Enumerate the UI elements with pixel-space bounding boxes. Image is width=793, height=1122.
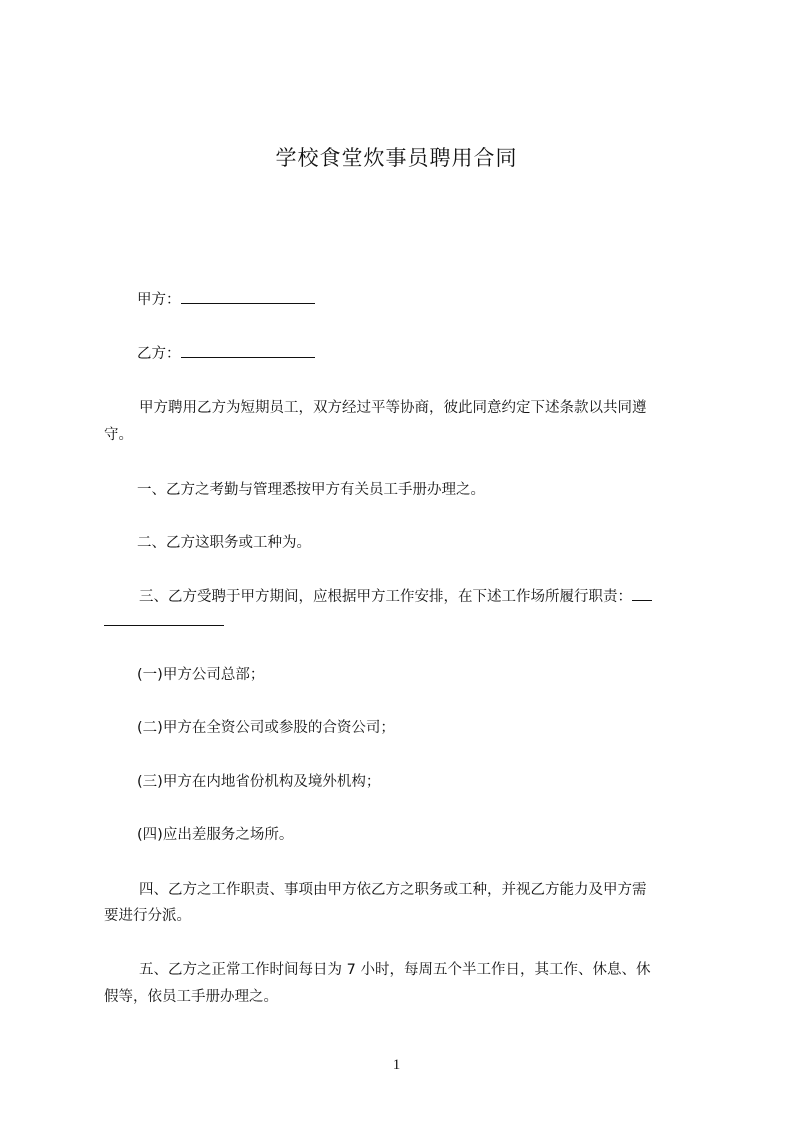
item-1: (一)甲方公司总部；	[137, 667, 265, 683]
clause-4-line-2: 要进行分派。	[104, 908, 191, 924]
party-b-blank	[181, 345, 315, 358]
intro-line-2: 守。	[104, 427, 133, 443]
party-b-line	[137, 345, 315, 363]
page-number: 1	[392, 1057, 401, 1073]
clause-3-line-2	[104, 613, 224, 631]
party-b-label: 乙方：	[137, 346, 181, 362]
party-a-line	[137, 291, 315, 309]
document-title: 学校食堂炊事员聘用合同	[275, 146, 518, 170]
clause-5-line-2: 假等，依员工手册办理之。	[104, 989, 278, 1005]
clause-3-blank-b	[104, 613, 224, 626]
clause-3-text: 三、乙方受聘于甲方期间，应根据甲方工作安排，在下述工作场所履行职责：	[139, 589, 632, 605]
item-2: (二)甲方在全资公司或参股的合资公司；	[137, 720, 395, 736]
clause-2: 二、乙方这职务或工种为。	[137, 535, 311, 551]
item-3: (三)甲方在内地省份机构及境外机构；	[137, 774, 381, 790]
clause-5-line-1: 五、乙方之正常工作时间每日为 7 小时，每周五个半工作日，其工作、休息、休	[139, 962, 651, 978]
clause-3-line-1	[139, 588, 652, 606]
item-4: (四)应出差服务之场所。	[137, 827, 294, 843]
clause-3-blank-a	[632, 588, 652, 601]
party-a-blank	[181, 291, 315, 304]
clause-4-line-1: 四、乙方之工作职责、事项由甲方依乙方之职务或工种，并视乙方能力及甲方需	[139, 882, 647, 898]
party-a-label: 甲方：	[137, 292, 181, 308]
intro-line-1: 甲方聘用乙方为短期员工，双方经过平等协商，彼此同意约定下述条款以共同遵	[139, 400, 647, 416]
clause-1: 一、乙方之考勤与管理悉按甲方有关员工手册办理之。	[137, 482, 485, 498]
